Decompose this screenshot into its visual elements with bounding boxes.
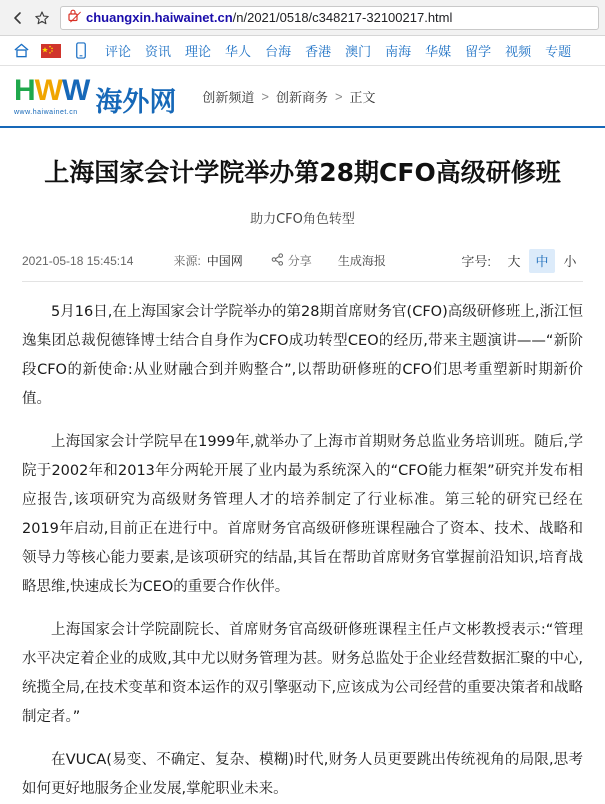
share-button[interactable] (271, 252, 312, 269)
breadcrumb-item-2: 正文 (349, 89, 376, 105)
nav-item-8[interactable]: 华媒 (425, 44, 452, 59)
font-size-small-button[interactable]: 小 (563, 254, 577, 270)
nav-item-9[interactable]: 留学 (465, 44, 492, 59)
url-host: chuangxin.haiwainet.cn (86, 10, 233, 25)
logo-letter-w2: W (62, 74, 90, 107)
nav-item-7[interactable]: 南海 (385, 44, 412, 59)
generate-poster-button[interactable]: 生成海报 (337, 254, 386, 269)
share-icon (271, 253, 284, 269)
logo-letter-w1: W (34, 74, 62, 107)
china-flag-icon[interactable] (38, 40, 64, 62)
url-text (86, 10, 452, 25)
article-paragraph-2: 上海国家会计学院副院长、首席财务官高级研修班课程主任卢文彬教授表示:“管理水平决定着企业的成败,其中尤以财务管理为甚。财务总监处于企业经营数据汇聚的中心,统揽全局,在技术变革和资本运作的双引擎驱动下,应该成为公司经营的重要决策者和战略制定者。” (22, 621, 583, 725)
font-size-large-button[interactable]: 大 (507, 254, 521, 270)
nav-item-3[interactable]: 华人 (225, 44, 252, 59)
bookmark-star-icon[interactable] (30, 6, 54, 30)
article-source-label: 来源: (173, 254, 201, 269)
back-arrow-icon[interactable] (6, 6, 30, 30)
logo-url: www.haiwainet.cn (14, 109, 78, 116)
article-paragraph-0: 5月16日,在上海国家会计学院举办的第28期首席财务官(CFO)高级研修班上,浙江恒逸集团总裁倪德锋博士结合自身作为CFO成功转型CEO的经历,带来主题演讲——“新阶段CFO的新使命:从业财融合到并购整合”,以帮助研修班的CFO们思考重塑新时期新价值。 (22, 303, 583, 407)
site-header (0, 66, 605, 128)
article-source-name: 中国网 (206, 254, 243, 269)
logo-chinese-name: 海外网 (95, 87, 177, 118)
logo-letter-h: H (14, 74, 35, 107)
breadcrumb-separator-1: > (334, 88, 343, 104)
nav-item-4[interactable]: 台海 (265, 44, 292, 59)
nav-item-11[interactable]: 专题 (545, 44, 572, 59)
nav-item-6[interactable]: 澳门 (345, 44, 372, 59)
article-meta-bar (22, 249, 583, 282)
article-paragraph-1: 上海国家会计学院早在1999年,就举办了上海市首期财务总监业务培训班。随后,学院于2002年和2013年分两轮开展了业内最为系统深入的“CFO能力框架”研究并发布相应报告,该项研究为高级财务管理人才的培养制定了行业标准。第三轮的研究已经在2019年启动,目前正在进行中。首席财务官高级研修班课程融合了资本、技术、战略和领导力等核心能力要素,是该项研究的结晶,其旨在帮助首席财务官掌握前沿知识,培育战略思维,快速成长为CEO的重要合作伙伴。 (22, 433, 583, 595)
nav-item-5[interactable]: 香港 (305, 44, 332, 59)
nav-item-10[interactable]: 视频 (505, 44, 532, 59)
browser-toolbar (0, 0, 605, 36)
article-paragraph-3: 在VUCA(易变、不确定、复杂、模糊)时代,财务人员更要跳出传统视角的局限,思考如何更好地服务企业发展,掌舵职业未来。 (22, 751, 583, 797)
site-navigation (0, 36, 605, 66)
article-body (22, 298, 583, 804)
breadcrumb-item-0[interactable]: 创新频道 (202, 89, 255, 105)
home-icon[interactable] (8, 40, 34, 62)
font-size-medium-button[interactable]: 中 (529, 249, 555, 273)
mobile-phone-icon[interactable] (68, 40, 94, 62)
font-size-label: 字号: (461, 254, 491, 270)
page-title: 上海国家会计学院举办第28期CFO高级研修班 (44, 158, 561, 187)
url-path: /n/2021/0518/c348217-32100217.html (232, 10, 453, 25)
article-timestamp: 2021-05-18 15:45:14 (22, 253, 134, 268)
logo-letters (14, 76, 89, 106)
share-label: 分享 (287, 254, 312, 269)
address-bar[interactable] (60, 6, 599, 30)
breadcrumb-item-1[interactable]: 创新商务 (275, 89, 328, 105)
breadcrumb (202, 87, 375, 106)
breadcrumb-separator-0: > (261, 88, 269, 104)
font-size-control (461, 249, 583, 273)
not-secure-icon[interactable]: ／ (70, 12, 81, 24)
article-container (0, 156, 605, 804)
nav-item-2[interactable]: 理论 (185, 44, 212, 59)
nav-item-1[interactable]: 资讯 (145, 44, 172, 59)
nav-item-0[interactable]: 评论 (105, 44, 132, 59)
site-logo[interactable] (14, 76, 176, 116)
article-subtitle: 助力CFO角色转型 (250, 211, 355, 227)
